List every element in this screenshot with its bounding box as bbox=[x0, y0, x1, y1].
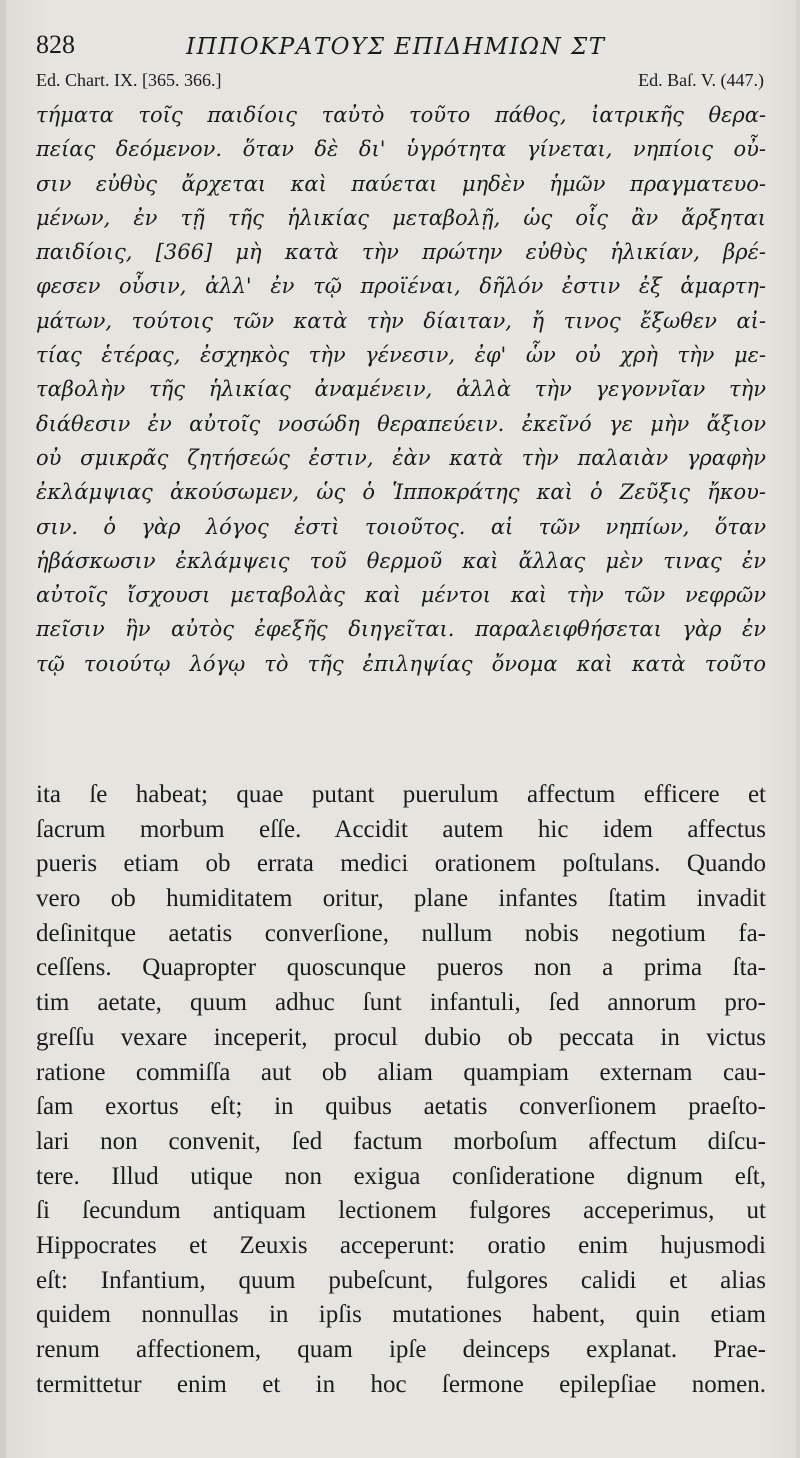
page-edge-left bbox=[0, 0, 6, 1458]
latin-text-line: deſinitque aetatis converſione, nullum nobis negotium fa- bbox=[36, 919, 766, 947]
latin-text-line: quidem nonnullas in ipſis mutationes habent, quin etiam bbox=[36, 1301, 766, 1329]
latin-text-line: pueris etiam ob errata medici orationem poſtulans. Quando bbox=[36, 850, 766, 878]
page-number: 828 bbox=[36, 30, 75, 59]
latin-text-line: ita ſe habeat; quae putant puerulum affectum efficere et bbox=[36, 781, 766, 808]
page-edge-right bbox=[796, 0, 800, 1458]
greek-text-line: παιδίοις, [366] μὴ κατὰ τὴν πρώτην εὐθὺς ἡλικίαν, βρέ- bbox=[36, 240, 766, 265]
greek-text-line: ἐκλάμψιας ἀκούσωμεν, ὡς ὁ Ἱπποκράτης καὶ ὁ Ζεῦξις ἤκου- bbox=[36, 480, 766, 505]
latin-text-line: ſam exortus eſt; in quibus aetatis converſionem praeſto- bbox=[36, 1093, 766, 1121]
running-title: ΙΠΠΟΚΡΑΤΟΥΣ ΕΠΙΔΗΜΙΩΝ ΣΤ bbox=[186, 34, 606, 60]
greek-text-line: πείας δεόμενον. ὅταν δὲ δι' ὑγρότητα γίνεται, νηπίοις οὖ- bbox=[36, 137, 766, 162]
edition-reference-right: Ed. Baſ. V. (447.) bbox=[638, 70, 764, 90]
latin-text-line: ceſſens. Quapropter quoscunque pueros non a prima ſta- bbox=[36, 954, 766, 982]
greek-text-line: οὐ σμικρᾶς ζητήσεώς ἐστιν, ἐὰν κατὰ τὴν παλαιὰν γραφὴν bbox=[36, 445, 766, 470]
greek-text-line: ταβολὴν τῆς ἡλικίας ἀναμένειν, ἀλλὰ τὴν γεγοννῖαν τὴν bbox=[36, 377, 766, 402]
greek-text-line: ἡβάσκωσιν ἐκλάμψεις τοῦ θερμοῦ καὶ ἄλλας μὲν τινας ἐν bbox=[36, 548, 766, 573]
greek-text-line: πεῖσιν ἣν αὐτὸς ἐφεξῆς διηγεῖται. παραλειφθήσεται γὰρ ἐν bbox=[36, 617, 766, 642]
latin-text-line: ſacrum morbum eſſe. Accidit autem hic idem affectus bbox=[36, 815, 766, 843]
greek-text-line: αὐτοῖς ἴσχουσι μεταβολὰς καὶ μέντοι καὶ τὴν τῶν νεφρῶν bbox=[36, 583, 766, 608]
greek-text-line: σιν. ὁ γὰρ λόγος ἐστὶ τοιοῦτος. αἱ τῶν νηπίων, ὅταν bbox=[36, 514, 766, 539]
greek-text-block bbox=[36, 98, 766, 681]
latin-text-line: termittetur enim et in hoc ſermone epilepſiae nomen. bbox=[36, 1370, 766, 1398]
latin-text-line: Hippocrates et Zeuxis acceperunt: oratio enim hujusmodi bbox=[36, 1231, 766, 1259]
latin-text-line: greſſu vexare inceperit, procul dubio ob peccata in victus bbox=[36, 1023, 766, 1051]
greek-text-line: τήματα τοῖς παιδίοις ταὐτὸ τοῦτο πάθος, ἰατρικῆς θερα- bbox=[36, 103, 766, 127]
latin-text-line: renum affectionem, quam ipſe deinceps explanat. Prae- bbox=[36, 1336, 766, 1363]
edition-reference-left: Ed. Chart. IX. [365. 366.] bbox=[36, 70, 222, 90]
latin-text-line: ratione commiſſa aut ob aliam quampiam externam cau- bbox=[36, 1058, 766, 1086]
greek-text-line: φεσεν οὖσιν, ἀλλ' ἐν τῷ προϊέναι, δῆλόν ἐστιν ἐξ ἁμαρτη- bbox=[36, 274, 766, 299]
latin-text-line: eſt: Infantium, quum pubeſcunt, fulgores calidi et alias bbox=[36, 1266, 766, 1294]
latin-text-line: lari non convenit, ſed factum morboſum affectum diſcu- bbox=[36, 1127, 766, 1155]
latin-text-line: vero ob humiditatem oritur, plane infantes ſtatim invadit bbox=[36, 885, 766, 913]
greek-text-line: διάθεσιν ἐν αὐτοῖς νοσώδη θεραπεύειν. ἐκεῖνό γε μὴν ἄξιον bbox=[36, 411, 766, 436]
page-header bbox=[36, 26, 776, 64]
latin-text-line: ſi ſecundum antiquam lectionem fulgores acceperimus, ut bbox=[36, 1197, 766, 1225]
greek-text-line: τίας ἑτέρας, ἐσχηκὸς τὴν γένεσιν, ἐφ' ὧν οὐ χρὴ τὴν με- bbox=[36, 343, 766, 368]
greek-text-line: μένων, ἐν τῇ τῆς ἡλικίας μεταβολῇ, ὡς οἷς ἂν ἄρξηται bbox=[36, 205, 766, 230]
latin-text-block bbox=[36, 778, 766, 1402]
latin-text-line: tim aetate, quum adhuc ſunt infantuli, ſed annorum pro- bbox=[36, 989, 766, 1017]
greek-text-line: τῷ τοιούτῳ λόγῳ τὸ τῆς ἐπιληψίας ὄνομα καὶ κατὰ τοῦτο bbox=[36, 651, 766, 676]
greek-text-line: σιν εὐθὺς ἄρχεται καὶ παύεται μηδὲν ἡμῶν πραγματευο- bbox=[36, 171, 766, 196]
latin-text-line: tere. Illud utique non exigua conſideratione dignum eſt, bbox=[36, 1162, 766, 1190]
greek-text-line: μάτων, τούτοις τῶν κατὰ τὴν δίαιταν, ἤ τινος ἔξωθεν αἰ- bbox=[36, 308, 766, 333]
